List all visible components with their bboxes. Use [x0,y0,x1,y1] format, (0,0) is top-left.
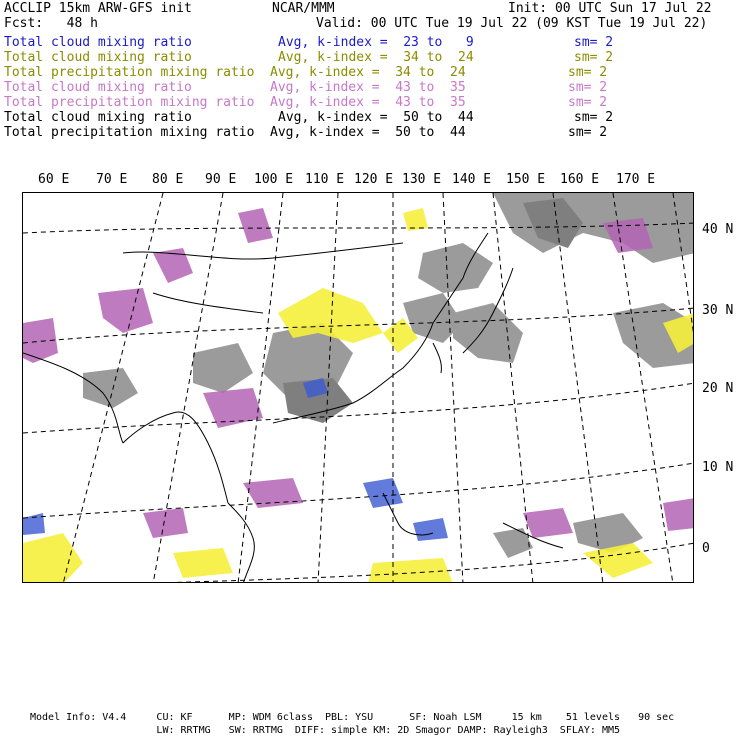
field-sm: sm= 2 [574,50,614,65]
lon-label: 80 E [152,172,184,187]
field-sm: sm= 2 [568,65,608,80]
field-name: Total cloud mixing ratio [4,110,192,125]
lon-label: 110 E [305,172,345,187]
lon-label: 100 E [254,172,294,187]
field-name: Total cloud mixing ratio [4,35,192,50]
field-sm: sm= 2 [568,95,608,110]
field-sm: sm= 2 [574,110,614,125]
lon-label: 120 E [354,172,394,187]
field-sm: sm= 2 [568,80,608,95]
model-info-line1: Model Info: V4.4 CU: KF MP: WDM 6class PBL: YSU SF: Noah LSM 15 km 51 levels 90 sec [30,712,675,723]
field-avg: Avg, k-index = 34 to 24 [278,50,474,65]
lat-label: 30 N [702,303,734,318]
init-time: Init: 00 UTC Sun 17 Jul 22 [508,1,712,16]
field-name: Total precipitation mixing ratio [4,95,255,110]
field-name: Total cloud mixing ratio [4,50,192,65]
field-avg: Avg, k-index = 50 to 44 [278,110,474,125]
lat-label: 40 N [702,222,734,237]
field-name: Total cloud mixing ratio [4,80,192,95]
lon-label: 60 E [38,172,70,187]
lon-label: 130 E [402,172,442,187]
lat-label: 10 N [702,460,734,475]
org-label: NCAR/MMM [272,1,335,16]
field-avg: Avg, k-index = 43 to 35 [270,95,466,110]
valid-time: Valid: 00 UTC Tue 19 Jul 22 (09 KST Tue 19 Jul 22) [316,16,708,31]
forecast-hour: Fcst: 48 h [4,16,98,31]
map-canvas [23,193,694,583]
map-panel [22,192,694,583]
field-avg: Avg, k-index = 34 to 24 [270,65,466,80]
field-avg: Avg, k-index = 50 to 44 [270,125,466,140]
plot-title: ACCLIP 15km ARW-GFS init [4,1,192,16]
model-info-line2: LW: RRTMG SW: RRTMG DIFF: simple KM: 2D Smagor DAMP: Rayleigh3 SFLAY: MM5 [30,725,621,736]
field-name: Total precipitation mixing ratio [4,125,255,140]
field-name: Total precipitation mixing ratio [4,65,255,80]
lon-label: 70 E [96,172,128,187]
lon-label: 90 E [205,172,237,187]
lon-label: 140 E [452,172,492,187]
field-avg: Avg, k-index = 23 to 9 [278,35,474,50]
field-sm: sm= 2 [568,125,608,140]
field-sm: sm= 2 [574,35,614,50]
lon-label: 160 E [560,172,600,187]
field-avg: Avg, k-index = 43 to 35 [270,80,466,95]
lat-label: 20 N [702,381,734,396]
lat-label: 0 [702,541,710,556]
lon-label: 170 E [616,172,656,187]
lon-label: 150 E [506,172,546,187]
